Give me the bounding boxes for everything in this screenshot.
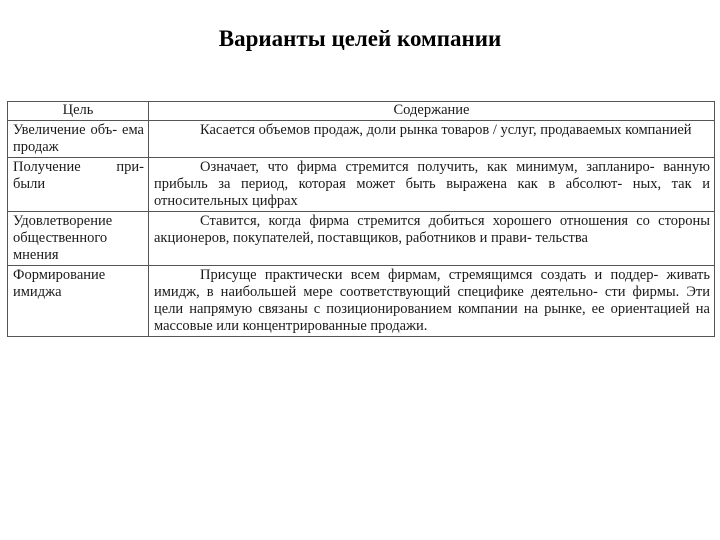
goal-cell: Увеличение объ- ема продаж [8, 121, 149, 158]
table-header-row [8, 102, 715, 121]
goal-cell: Формирование имиджа [8, 266, 149, 337]
content-cell: Означает, что фирма стремится получить, как минимум, запланиро- ванную прибыль за период, которая может быть выражена как в абсолют- ных, так и относительных цифрах [149, 158, 715, 212]
goal-cell: Удовлетворение общественного мнения [8, 212, 149, 266]
content-cell: Ставится, когда фирма стремится добиться хорошего отношения со стороны акционеров, покупателей, поставщиков, работников и прави- тельства [149, 212, 715, 266]
goals-table [7, 101, 715, 337]
header-content: Содержание [149, 102, 715, 121]
slide-title: Варианты целей компании [218, 26, 502, 51]
table-row [8, 121, 715, 158]
table-row [8, 158, 715, 212]
content-cell: Присуще практически всем фирмам, стремящимся создать и поддер- живать имидж, в наибольшей мере соответствующий специфике деятельно- сти фирмы. Эти цели напрямую связаны с позиционированием компании на рынке, ее ориентацией на массовые или концентрированные продажи. [149, 266, 715, 337]
table-row [8, 212, 715, 266]
content-cell: Касается объемов продаж, доли рынка товаров / услуг, продаваемых компанией [149, 121, 715, 158]
header-goal: Цель [8, 102, 149, 121]
goal-cell: Получение при- были [8, 158, 149, 212]
table-row [8, 266, 715, 337]
